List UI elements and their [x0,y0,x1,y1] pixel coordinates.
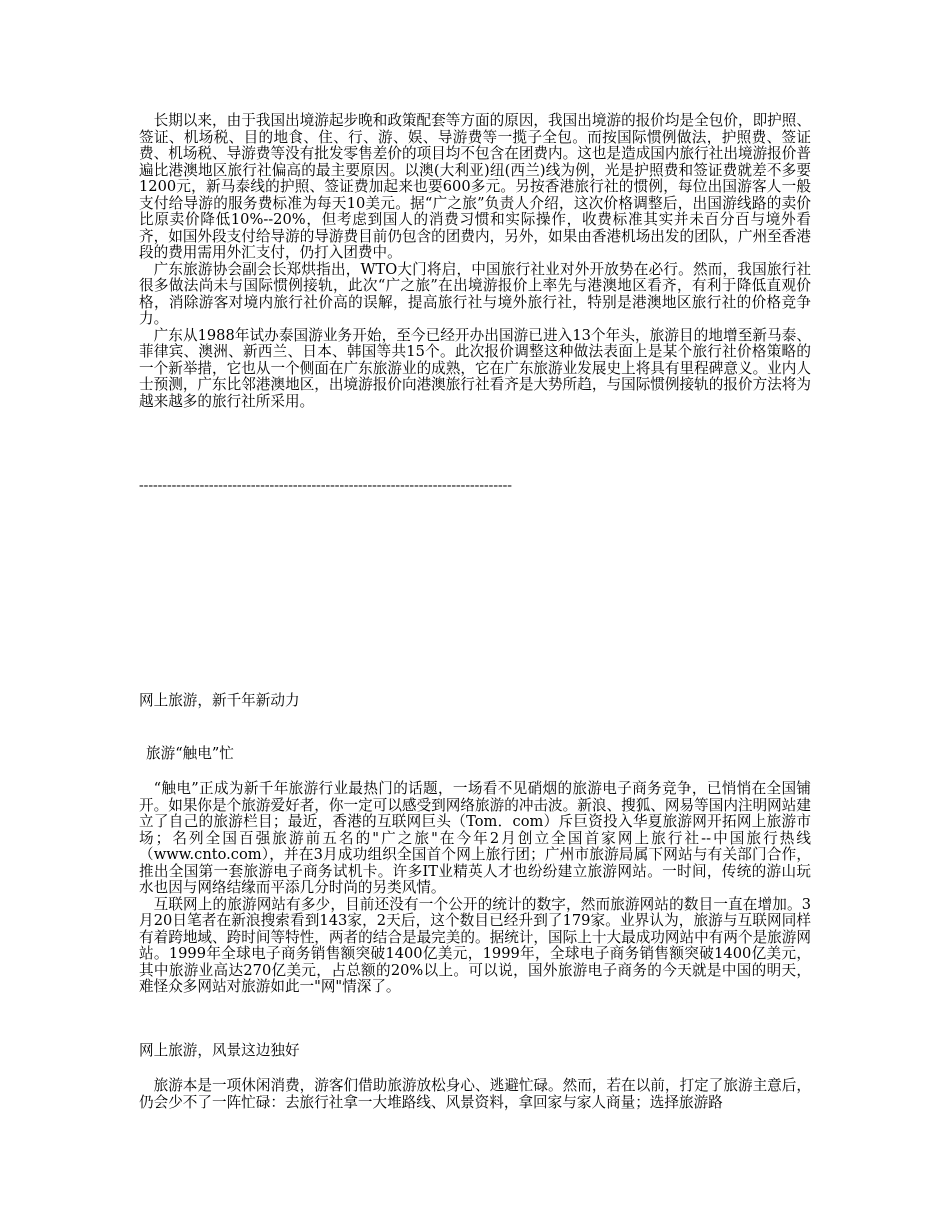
section-title: 网上旅游，风景这边独好 [139,1042,300,1059]
paragraph-leisure-consumption: 旅游本是一项休闲消费，游客们借助旅游放松身心、逃避忙碌。然而，若在以前，打定了旅游主意后，仍会少不了一阵忙碌：去旅行社拿一大堆路线、风景资料，拿回家与家人商量；选择旅游路 [139,1077,811,1111]
paragraph-guangdong-history: 广东从1988年试办泰国游业务开始，至今已经开办出国游已进入13个年头，旅游目的地增至新马泰、菲律宾、澳洲、新西兰、日本、韩国等共15个。此次报价调整这种做法表面上是某个旅行社价格策略的一个新举措，它也从一个侧面在广东旅游业的成熟，它在广东旅游业发展史上将具有里程碑意义。业内人士预测，广东比邻港澳地区，出境游报价向港澳旅行社看齐是大势所趋，与国际惯例接轨的报价方法将为越来越多的旅行社所采用。 [139,326,811,410]
paragraph-touch-electric: “触电”正成为新千年旅游行业最热门的话题，一场看不见硝烟的旅游电子商务竞争，已悄悄在全国铺开。如果你是个旅游爱好者，你一定可以感受到网络旅游的冲击波。新浪、搜狐、网易等国内注明网站建立了自己的旅游栏目；最近，香港的互联网巨头（Tom．com）斥巨资投入华夏旅游网开拓网上旅游市场；名列全国百强旅游前五名的"广之旅"在今年2月创立全国首家网上旅行社--中国旅行热线（www.cnto.com），并在3月成功组织全国首个网上旅行团；广州市旅游局属下网站与有关部门合作，推出全国第一套旅游电子商务试机卡。许多IT业精英人才也纷纷建立旅游网站。一时间，传统的游山玩水也因与网络结缘而平添几分时尚的另类风情。 [139,780,811,896]
article-online-travel [139,781,811,996]
section-divider: -------------------------------------------------------------------------------- [139,478,512,493]
paragraph-site-statistics: 互联网上的旅游网站有多少，目前还没有一个公开的统计的数字，然而旅游网站的数目一直在增加。3月20日笔者在新浪搜索看到143家，2天后，这个数目已经升到了179家。业界认为，旅游与互联网同样有着跨地域、跨时间等特性，两者的结合是最完美的。据统计，国际上十大最成功网站中有两个是旅游网站。1999年全球电子商务销售额突破1400亿美元，1999年，全球电子商务销售额突破1400亿美元，其中旅游业高达270亿美元，占总额的20%以上。可以说，国外旅游电子商务的今天就是中国的明天，难怪众多网站对旅游如此一"网"情深了。 [139,895,811,995]
article-title: 网上旅游，新千年新动力 [139,692,300,709]
section-body [139,1078,811,1111]
paragraph-wto-comment: 广东旅游协会副会长郑烘指出，WTO大门将启，中国旅行社业对外开放势在必行。然而，我国旅行社很多做法尚未与国际惯例接轨，此次“广之旅”在出境游报价上率先与港澳地区看齐，有利于降低直观价格，消除游客对境内旅行社价高的误解，提高旅行社与境外旅行社，特别是港澳地区旅行社的价格竞争力。 [139,260,811,327]
article-subtitle: 旅游“触电”忙 [146,745,234,762]
article-price-adjustment [139,113,811,410]
paragraph-outbound-pricing: 长期以来，由于我国出境游起步晚和政策配套等方面的原因，我国出境游的报价均是全包价，即护照、签证、机场税、目的地食、住、行、游、娱、导游费等一揽子全包。而按国际惯例做法，护照费、签证费、机场税、导游费等没有批发零售差价的项目均不包含在团费内。这也是造成国内旅行社出境游报价普遍比港澳地区旅行社偏高的最主要原因。以澳(大利亚)纽(西兰)线为例，光是护照费和签证费就差不多要1200元，新马泰线的护照、签证费加起来也要600多元。另按香港旅行社的惯例，每位出国游客人一般支付给导游的服务费标准为每天10美元。据“广之旅”负责人介绍，这次价格调整后，出国游线路的卖价比原卖价降低10%--20%，但考虑到国人的消费习惯和实际操作，收费标准其实并未百分百与境外看齐，如国外段支付给导游的导游费目前仍包含的团费内，另外，如果由香港机场出发的团队，广州至香港段的费用需用外汇支付，仍打入团费中。 [139,112,811,261]
